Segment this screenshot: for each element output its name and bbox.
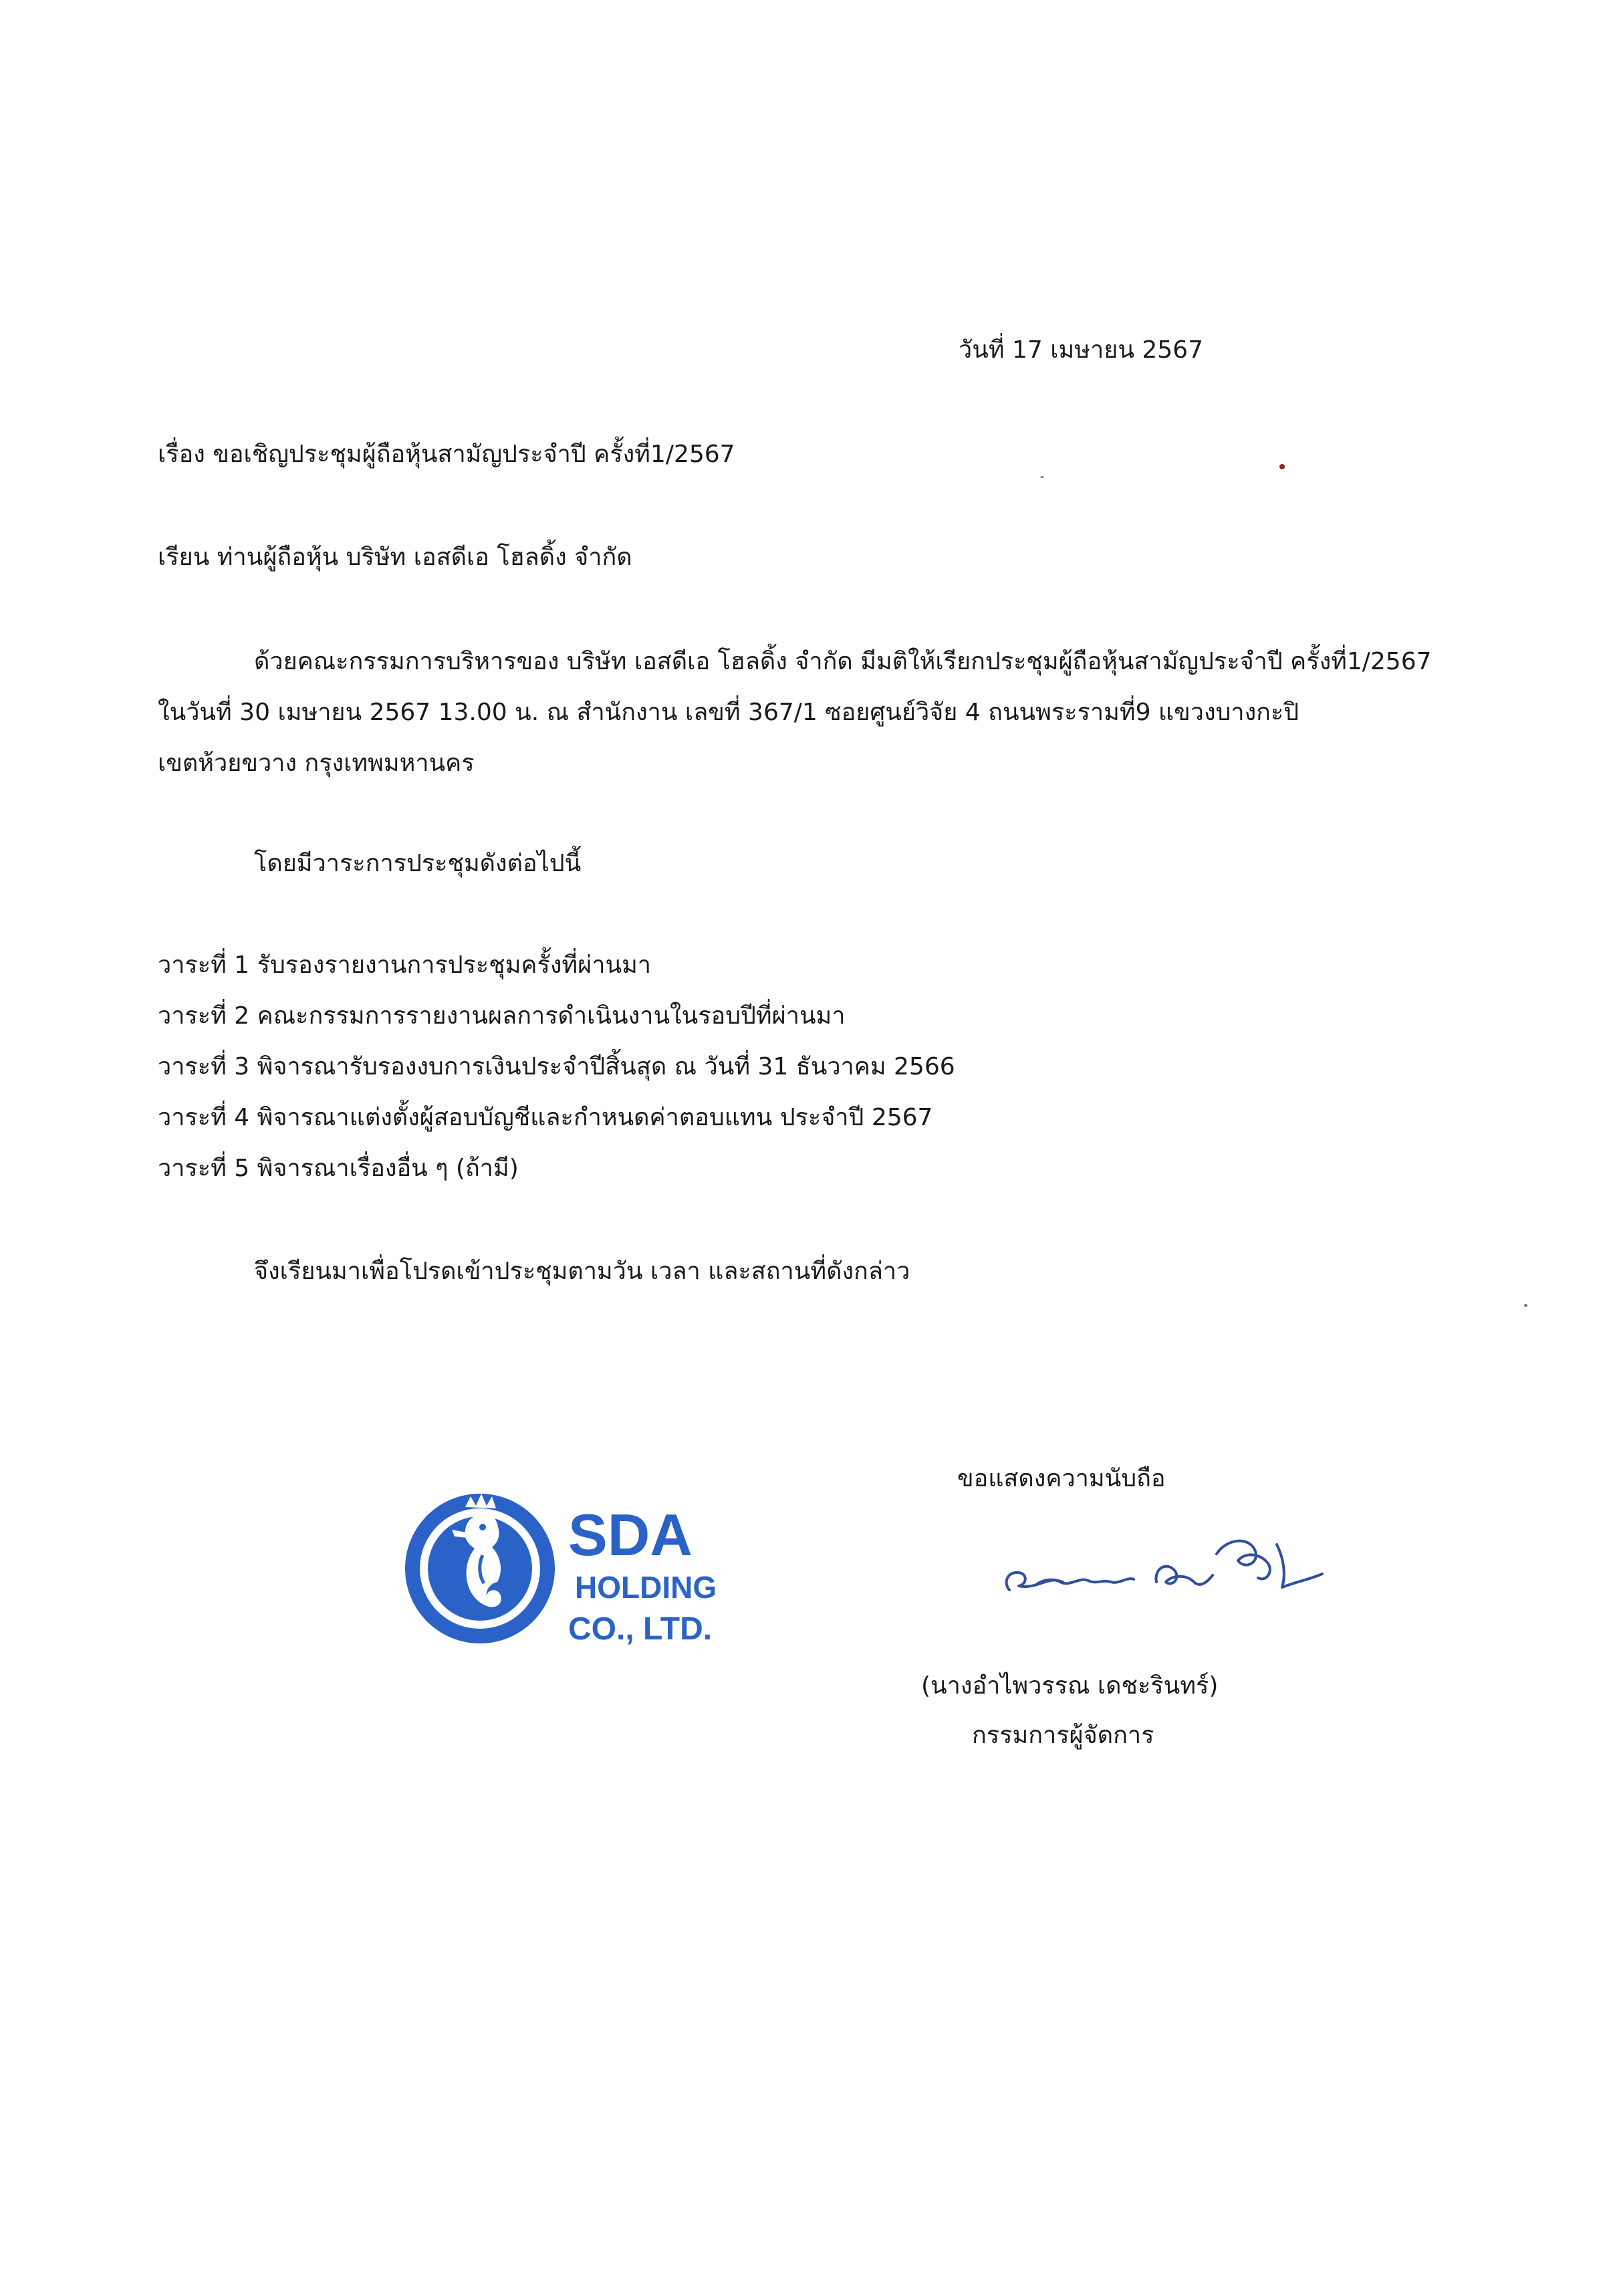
scan-speck — [1524, 1304, 1527, 1307]
signer-name: (นางอำไพวรรณ เดชะรินทร์) — [921, 1672, 1219, 1700]
stamp-line-1: SDA — [568, 1502, 693, 1568]
stamp-line-3: CO., LTD. — [568, 1611, 713, 1647]
body-line-3: เขตห้วยขวาง กรุงเทพมหานคร — [158, 750, 475, 777]
letter-recipient: เรียน ท่านผู้ถือหุ้น บริษัท เอสดีเอ โฮลดิ้ง จำกัด — [158, 544, 632, 571]
company-stamp — [400, 1483, 734, 1657]
agenda-item-2: วาระที่ 2 คณะกรรมการรายงานผลการดำเนินงานในรอบปีที่ผ่านมา — [158, 1002, 846, 1030]
stamp-line-2: HOLDING — [575, 1570, 717, 1605]
letter-subject: เรื่อง ขอเชิญประชุมผู้ถือหุ้นสามัญประจำปี ครั้งที่1/2567 — [158, 441, 735, 468]
handwritten-signature-icon — [996, 1518, 1344, 1611]
agenda-item-4: วาระที่ 4 พิจารณาแต่งตั้งผู้สอบบัญชีและกำหนดค่าตอบแทน ประจำปี 2567 — [158, 1104, 933, 1131]
seahorse-logo-icon — [405, 1494, 555, 1643]
body-line-2: ในวันที่ 30 เมษายน 2567 13.00 น. ณ สำนักงาน เลขที่ 367/1 ซอยศูนย์วิจัย 4 ถนนพระรามที่9 แขวงบางกะปิ — [158, 699, 1299, 726]
scan-speck — [1040, 476, 1044, 478]
agenda-item-5: วาระที่ 5 พิจารณาเรื่องอื่น ๆ (ถ้ามี) — [158, 1155, 519, 1182]
agenda-item-3: วาระที่ 3 พิจารณารับรองงบการเงินประจำปีสิ้นสุด ณ วันที่ 31 ธันวาคม 2566 — [158, 1053, 955, 1080]
agenda-intro: โดยมีวาระการประชุมดังต่อไปนี้ — [254, 850, 582, 877]
signer-title: กรรมการผู้จัดการ — [972, 1722, 1154, 1749]
body-line-1: ด้วยคณะกรรมการบริหารของ บริษัท เอสดีเอ โฮลดิ้ง จำกัด มีมติให้เรียกประชุมผู้ถือหุ้นสามัญประจำปี ครั้งที่1/2567 — [254, 648, 1432, 675]
regards: ขอแสดงความนับถือ — [957, 1465, 1166, 1492]
scan-speck — [1279, 464, 1285, 469]
agenda-item-1: วาระที่ 1 รับรองรายงานการประชุมครั้งที่ผ่านมา — [158, 951, 652, 979]
closing-sentence: จึงเรียนมาเพื่อโปรดเข้าประชุมตามวัน เวลา และสถานที่ดังกล่าว — [254, 1258, 910, 1285]
letter-date: วันที่ 17 เมษายน 2567 — [959, 336, 1203, 364]
